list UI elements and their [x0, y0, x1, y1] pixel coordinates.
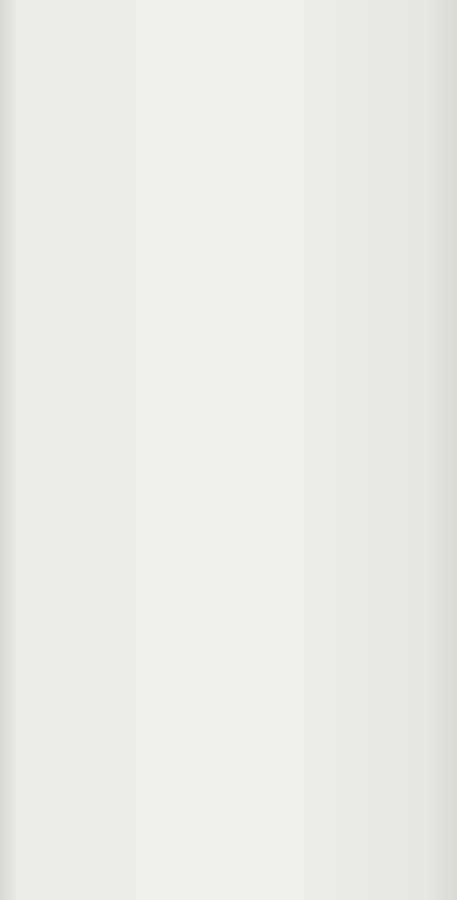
page-header [0, 14, 457, 50]
page-edge-shadow [427, 0, 457, 900]
